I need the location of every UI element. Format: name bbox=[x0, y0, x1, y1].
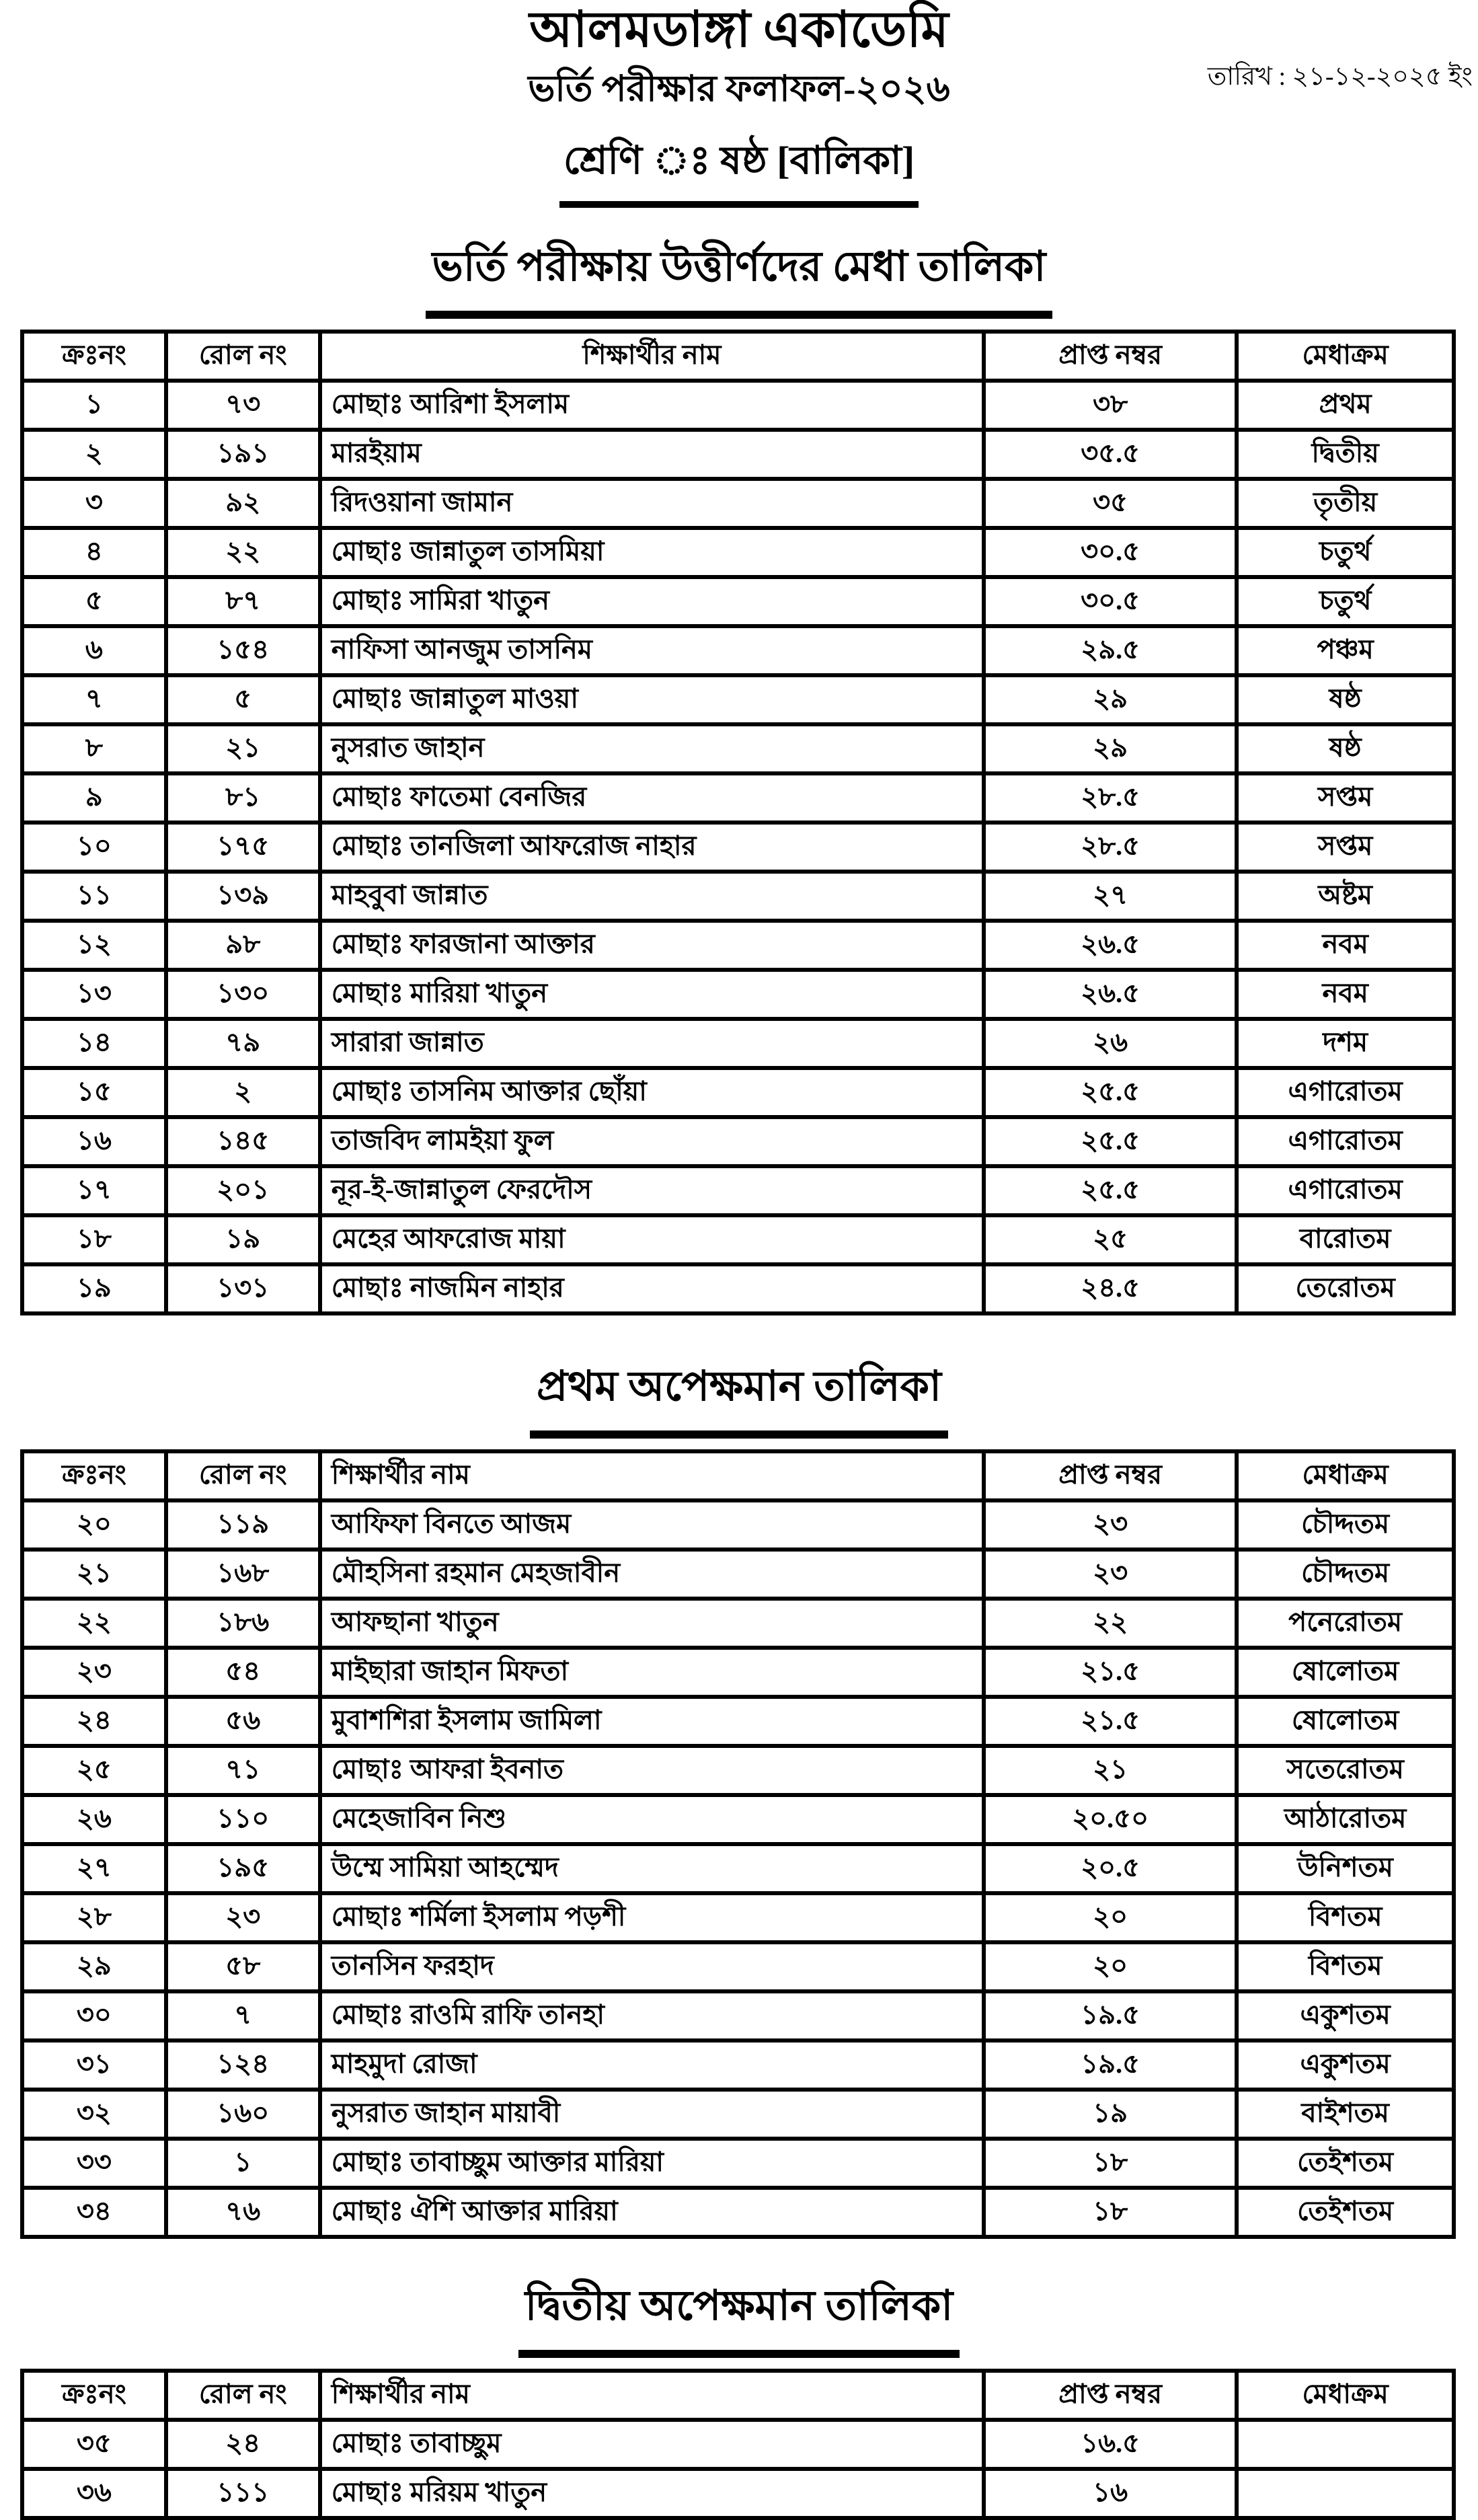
serial-cell: ৯ bbox=[22, 773, 166, 823]
roll-cell: ২৩ bbox=[166, 1893, 320, 1942]
serial-cell: ৩৪ bbox=[22, 2188, 166, 2237]
roll-cell: ২৪ bbox=[166, 2420, 320, 2469]
page-header bbox=[0, 0, 1478, 208]
table-row bbox=[22, 528, 1454, 577]
section-title-merit-list: ভর্তি পরীক্ষায় উত্তীর্ণদের মেধা তালিকা bbox=[0, 235, 1478, 319]
merit-cell: এগারোতম bbox=[1237, 1166, 1454, 1215]
table-row bbox=[22, 970, 1454, 1019]
marks-cell: ২৩ bbox=[984, 1500, 1237, 1550]
roll-cell: ১৪৫ bbox=[166, 1117, 320, 1166]
marks-cell: ১৬ bbox=[984, 2469, 1237, 2518]
table-row bbox=[22, 1893, 1454, 1942]
serial-cell: ২৮ bbox=[22, 1893, 166, 1942]
merit-cell: তেরোতম bbox=[1237, 1264, 1454, 1313]
student-name-cell: মোছাঃ শর্মিলা ইসলাম পড়শী bbox=[320, 1893, 984, 1942]
table-row bbox=[22, 872, 1454, 921]
roll-cell: ১৯৫ bbox=[166, 1844, 320, 1893]
table-row bbox=[22, 675, 1454, 724]
marks-cell: ৩০.৫ bbox=[984, 577, 1237, 626]
merit-cell: সপ্তম bbox=[1237, 773, 1454, 823]
roll-cell: ১২৪ bbox=[166, 2040, 320, 2090]
serial-cell: ১৭ bbox=[22, 1166, 166, 1215]
serial-cell: ৩ bbox=[22, 479, 166, 528]
table-row bbox=[22, 1264, 1454, 1313]
serial-cell: ৩৬ bbox=[22, 2469, 166, 2518]
table-row bbox=[22, 1019, 1454, 1068]
table-row bbox=[22, 921, 1454, 970]
table-header-row bbox=[22, 2371, 1454, 2420]
merit-cell: এগারোতম bbox=[1237, 1117, 1454, 1166]
class-line bbox=[0, 130, 1478, 208]
roll-cell: ১৮৬ bbox=[166, 1599, 320, 1648]
merit-cell: নবম bbox=[1237, 921, 1454, 970]
roll-cell: ১১০ bbox=[166, 1795, 320, 1844]
table-header-row bbox=[22, 1451, 1454, 1500]
student-name-cell: মেহেজাবিন নিশু bbox=[320, 1795, 984, 1844]
serial-cell: ১২ bbox=[22, 921, 166, 970]
roll-cell: ৭ bbox=[166, 1991, 320, 2040]
table-row bbox=[22, 2090, 1454, 2139]
roll-cell: ১১৯ bbox=[166, 1500, 320, 1550]
marks-cell: ২৩ bbox=[984, 1550, 1237, 1599]
student-name-cell: তাজবিদ লামইয়া ফুল bbox=[320, 1117, 984, 1166]
marks-cell: ২০ bbox=[984, 1893, 1237, 1942]
roll-cell: ১৩০ bbox=[166, 970, 320, 1019]
column-header-name: শিক্ষার্থীর নাম bbox=[320, 2371, 984, 2420]
roll-cell: ৮১ bbox=[166, 773, 320, 823]
merit-cell: তৃতীয় bbox=[1237, 479, 1454, 528]
roll-cell: ১৬৮ bbox=[166, 1550, 320, 1599]
student-name-cell: নুসরাত জাহান bbox=[320, 724, 984, 773]
section-title-first-waiting-list: প্রথম অপেক্ষমান তালিকা bbox=[0, 1354, 1478, 1439]
table-row bbox=[22, 577, 1454, 626]
serial-cell: ১৯ bbox=[22, 1264, 166, 1313]
merit-cell bbox=[1237, 2420, 1454, 2469]
student-name-cell: মাহমুদা রোজা bbox=[320, 2040, 984, 2090]
merit-cell: বারোতম bbox=[1237, 1215, 1454, 1264]
marks-cell: ২৮.৫ bbox=[984, 773, 1237, 823]
marks-cell: ২০.৫০ bbox=[984, 1795, 1237, 1844]
school-title: আলমডাঙ্গা একাডেমি bbox=[529, 3, 949, 58]
marks-cell: ২৫.৫ bbox=[984, 1166, 1237, 1215]
marks-cell: ২৯.৫ bbox=[984, 626, 1237, 675]
merit-cell: ষষ্ঠ bbox=[1237, 675, 1454, 724]
merit-cell bbox=[1237, 2469, 1454, 2518]
student-name-cell: মোছাঃ জান্নাতুল মাওয়া bbox=[320, 675, 984, 724]
column-header-merit: মেধাক্রম bbox=[1237, 1451, 1454, 1500]
table-row bbox=[22, 1844, 1454, 1893]
student-name-cell: মোছাঃ ফারজানা আক্তার bbox=[320, 921, 984, 970]
column-header-name: শিক্ষার্থীর নাম bbox=[320, 332, 984, 381]
marks-cell: ২৬ bbox=[984, 1019, 1237, 1068]
table-row bbox=[22, 1550, 1454, 1599]
merit-cell: দশম bbox=[1237, 1019, 1454, 1068]
roll-cell: ১৫৪ bbox=[166, 626, 320, 675]
student-name-cell: আফছানা খাতুন bbox=[320, 1599, 984, 1648]
merit-cell: একুশতম bbox=[1237, 2040, 1454, 2090]
student-name-cell: মোছাঃ ফাতেমা বেনজির bbox=[320, 773, 984, 823]
serial-cell: ২৫ bbox=[22, 1746, 166, 1795]
roll-cell: ১৯১ bbox=[166, 430, 320, 479]
serial-cell: ১৫ bbox=[22, 1068, 166, 1117]
roll-cell: ৫৬ bbox=[166, 1697, 320, 1746]
marks-cell: ২১ bbox=[984, 1746, 1237, 1795]
marks-cell: ২৪.৫ bbox=[984, 1264, 1237, 1313]
student-name-cell: মারইয়াম bbox=[320, 430, 984, 479]
merit-cell: এগারোতম bbox=[1237, 1068, 1454, 1117]
roll-cell: ১৯ bbox=[166, 1215, 320, 1264]
merit-cell: ষোলোতম bbox=[1237, 1648, 1454, 1697]
merit-cell: চতুর্থ bbox=[1237, 528, 1454, 577]
table-row bbox=[22, 1991, 1454, 2040]
student-name-cell: মুবাশশিরা ইসলাম জামিলা bbox=[320, 1697, 984, 1746]
column-header-roll: রোল নং bbox=[166, 1451, 320, 1500]
marks-cell: ২৯ bbox=[984, 724, 1237, 773]
roll-cell: ৭৬ bbox=[166, 2188, 320, 2237]
marks-cell: ১৯.৫ bbox=[984, 2040, 1237, 2090]
merit-cell: ষোলোতম bbox=[1237, 1697, 1454, 1746]
merit-cell: বিশতম bbox=[1237, 1893, 1454, 1942]
merit-cell: বিশতম bbox=[1237, 1942, 1454, 1991]
roll-cell: ২ bbox=[166, 1068, 320, 1117]
marks-cell: ২০ bbox=[984, 1942, 1237, 1991]
roll-cell: ৯৮ bbox=[166, 921, 320, 970]
merit-cell: ষষ্ঠ bbox=[1237, 724, 1454, 773]
table-row bbox=[22, 430, 1454, 479]
roll-cell: ১৩১ bbox=[166, 1264, 320, 1313]
marks-cell: ৩৮ bbox=[984, 381, 1237, 430]
serial-cell: ১৮ bbox=[22, 1215, 166, 1264]
student-name-cell: মোছাঃ তাসনিম আক্তার ছোঁয়া bbox=[320, 1068, 984, 1117]
table-row bbox=[22, 1697, 1454, 1746]
column-header-roll: রোল নং bbox=[166, 2371, 320, 2420]
table-row bbox=[22, 2139, 1454, 2188]
student-name-cell: সারারা জান্নাত bbox=[320, 1019, 984, 1068]
serial-cell: ৩১ bbox=[22, 2040, 166, 2090]
merit-cell: চৌদ্দতম bbox=[1237, 1500, 1454, 1550]
student-name-cell: মোছাঃ আরিশা ইসলাম bbox=[320, 381, 984, 430]
marks-cell: ৩৫.৫ bbox=[984, 430, 1237, 479]
roll-cell: ২২ bbox=[166, 528, 320, 577]
student-name-cell: নুসরাত জাহান মায়াবী bbox=[320, 2090, 984, 2139]
marks-cell: ৩০.৫ bbox=[984, 528, 1237, 577]
merit-cell: সপ্তম bbox=[1237, 823, 1454, 872]
student-name-cell: রিদওয়ানা জামান bbox=[320, 479, 984, 528]
student-name-cell: মেহের আফরোজ মায়া bbox=[320, 1215, 984, 1264]
roll-cell: ৮৭ bbox=[166, 577, 320, 626]
student-name-cell: উম্মে সামিয়া আহম্মেদ bbox=[320, 1844, 984, 1893]
roll-cell: ২০১ bbox=[166, 1166, 320, 1215]
student-name-cell: মোছাঃ সামিরা খাতুন bbox=[320, 577, 984, 626]
student-name-cell: মোছাঃ জান্নাতুল তাসমিয়া bbox=[320, 528, 984, 577]
class-label: শ্রেণি ঃ ষষ্ঠ [বালিকা] bbox=[559, 130, 919, 208]
serial-cell: ২৪ bbox=[22, 1697, 166, 1746]
table-row bbox=[22, 1942, 1454, 1991]
table-row bbox=[22, 2040, 1454, 2090]
roll-cell: ২১ bbox=[166, 724, 320, 773]
serial-cell: ১৩ bbox=[22, 970, 166, 1019]
serial-cell: ২৭ bbox=[22, 1844, 166, 1893]
marks-cell: ৩৫ bbox=[984, 479, 1237, 528]
serial-cell: ৩৩ bbox=[22, 2139, 166, 2188]
table-row bbox=[22, 1215, 1454, 1264]
merit-cell: আঠারোতম bbox=[1237, 1795, 1454, 1844]
merit-cell: তেইশতম bbox=[1237, 2188, 1454, 2237]
serial-cell: ২১ bbox=[22, 1550, 166, 1599]
serial-cell: ১ bbox=[22, 381, 166, 430]
student-name-cell: মোছাঃ তানজিলা আফরোজ নাহার bbox=[320, 823, 984, 872]
student-name-cell: মৌহসিনা রহমান মেহজাবীন bbox=[320, 1550, 984, 1599]
column-header-merit: মেধাক্রম bbox=[1237, 332, 1454, 381]
marks-cell: ২৭ bbox=[984, 872, 1237, 921]
student-name-cell: মোছাঃ তাবাচ্ছুম আক্তার মারিয়া bbox=[320, 2139, 984, 2188]
marks-cell: ২৬.৫ bbox=[984, 970, 1237, 1019]
serial-cell: ২০ bbox=[22, 1500, 166, 1550]
marks-cell: ১৮ bbox=[984, 2188, 1237, 2237]
student-name-cell: আফিফা বিনতে আজম bbox=[320, 1500, 984, 1550]
column-header-serial: ক্রঃনং bbox=[22, 2371, 166, 2420]
table-row bbox=[22, 1746, 1454, 1795]
serial-cell: ৭ bbox=[22, 675, 166, 724]
table-row bbox=[22, 1648, 1454, 1697]
serial-cell: ৩০ bbox=[22, 1991, 166, 2040]
column-header-marks: প্রাপ্ত নম্বর bbox=[984, 2371, 1237, 2420]
student-name-cell: তানসিন ফরহাদ bbox=[320, 1942, 984, 1991]
student-name-cell: মোছাঃ ঐশি আক্তার মারিয়া bbox=[320, 2188, 984, 2237]
marks-cell: ১৮ bbox=[984, 2139, 1237, 2188]
serial-cell: ৩২ bbox=[22, 2090, 166, 2139]
serial-cell: ২৬ bbox=[22, 1795, 166, 1844]
merit-cell: অষ্টম bbox=[1237, 872, 1454, 921]
second-waiting-list-table bbox=[20, 2369, 1456, 2520]
table-row bbox=[22, 2188, 1454, 2237]
roll-cell: ১১১ bbox=[166, 2469, 320, 2518]
roll-cell: ১৩৯ bbox=[166, 872, 320, 921]
serial-cell: ২৩ bbox=[22, 1648, 166, 1697]
marks-cell: ২২ bbox=[984, 1599, 1237, 1648]
merit-cell: পঞ্চম bbox=[1237, 626, 1454, 675]
marks-cell: ১৯.৫ bbox=[984, 1991, 1237, 2040]
merit-cell: একুশতম bbox=[1237, 1991, 1454, 2040]
merit-cell: বাইশতম bbox=[1237, 2090, 1454, 2139]
serial-cell: ২২ bbox=[22, 1599, 166, 1648]
table-row bbox=[22, 479, 1454, 528]
student-name-cell: মাইছারা জাহান মিফতা bbox=[320, 1648, 984, 1697]
merit-cell: তেইশতম bbox=[1237, 2139, 1454, 2188]
merit-cell: দ্বিতীয় bbox=[1237, 430, 1454, 479]
roll-cell: ১৬০ bbox=[166, 2090, 320, 2139]
student-name-cell: নূর-ই-জান্নাতুল ফেরদৌস bbox=[320, 1166, 984, 1215]
student-name-cell: মোছাঃ নাজমিন নাহার bbox=[320, 1264, 984, 1313]
student-name-cell: মোছাঃ মারিয়া খাতুন bbox=[320, 970, 984, 1019]
marks-cell: ২৯ bbox=[984, 675, 1237, 724]
table-row bbox=[22, 773, 1454, 823]
roll-cell: ৭১ bbox=[166, 1746, 320, 1795]
serial-cell: ১৬ bbox=[22, 1117, 166, 1166]
marks-cell: ২৫.৫ bbox=[984, 1117, 1237, 1166]
table-row bbox=[22, 1500, 1454, 1550]
roll-cell: ৭৯ bbox=[166, 1019, 320, 1068]
marks-cell: ২০.৫ bbox=[984, 1844, 1237, 1893]
roll-cell: ৯২ bbox=[166, 479, 320, 528]
result-subtitle: ভর্তি পরীক্ষার ফলাফল-২০২৬ bbox=[528, 68, 950, 109]
serial-cell: ৬ bbox=[22, 626, 166, 675]
table-header-row bbox=[22, 332, 1454, 381]
table-row bbox=[22, 724, 1454, 773]
marks-cell: ২৫ bbox=[984, 1215, 1237, 1264]
date-line: তারিখ : ২১-১২-২০২৫ ইং bbox=[1207, 63, 1473, 91]
column-header-serial: ক্রঃনং bbox=[22, 332, 166, 381]
merit-list-table bbox=[20, 330, 1456, 1315]
column-header-serial: ক্রঃনং bbox=[22, 1451, 166, 1500]
student-name-cell: মোছাঃ মরিয়ম খাতুন bbox=[320, 2469, 984, 2518]
table-row bbox=[22, 381, 1454, 430]
student-name-cell: মোছাঃ আফরা ইবনাত bbox=[320, 1746, 984, 1795]
student-name-cell: মোছাঃ রাওমি রাফি তানহা bbox=[320, 1991, 984, 2040]
marks-cell: ২৮.৫ bbox=[984, 823, 1237, 872]
first-waiting-list-table bbox=[20, 1449, 1456, 2239]
marks-cell: ১৯ bbox=[984, 2090, 1237, 2139]
serial-cell: ৩৫ bbox=[22, 2420, 166, 2469]
serial-cell: ১৪ bbox=[22, 1019, 166, 1068]
merit-cell: উনিশতম bbox=[1237, 1844, 1454, 1893]
serial-cell: ২৯ bbox=[22, 1942, 166, 1991]
marks-cell: ১৬.৫ bbox=[984, 2420, 1237, 2469]
merit-cell: পনেরোতম bbox=[1237, 1599, 1454, 1648]
student-name-cell: নাফিসা আনজুম তাসনিম bbox=[320, 626, 984, 675]
serial-cell: ৪ bbox=[22, 528, 166, 577]
column-header-marks: প্রাপ্ত নম্বর bbox=[984, 1451, 1237, 1500]
table-row bbox=[22, 2469, 1454, 2518]
serial-cell: ৫ bbox=[22, 577, 166, 626]
roll-cell: ৭৩ bbox=[166, 381, 320, 430]
column-header-name: শিক্ষার্থীর নাম bbox=[320, 1451, 984, 1500]
merit-cell: নবম bbox=[1237, 970, 1454, 1019]
student-name-cell: মোছাঃ তাবাচ্ছুম bbox=[320, 2420, 984, 2469]
roll-cell: ৫৮ bbox=[166, 1942, 320, 1991]
student-name-cell: মাহবুবা জান্নাত bbox=[320, 872, 984, 921]
table-row bbox=[22, 1166, 1454, 1215]
merit-cell: সতেরোতম bbox=[1237, 1746, 1454, 1795]
column-header-roll: রোল নং bbox=[166, 332, 320, 381]
section-title-second-waiting-list: দ্বিতীয় অপেক্ষমান তালিকা bbox=[0, 2274, 1478, 2358]
serial-cell: ৮ bbox=[22, 724, 166, 773]
merit-cell: চতুর্থ bbox=[1237, 577, 1454, 626]
marks-cell: ২৫.৫ bbox=[984, 1068, 1237, 1117]
table-row bbox=[22, 823, 1454, 872]
table-row bbox=[22, 1795, 1454, 1844]
column-header-merit: মেধাক্রম bbox=[1237, 2371, 1454, 2420]
roll-cell: ১ bbox=[166, 2139, 320, 2188]
serial-cell: ২ bbox=[22, 430, 166, 479]
merit-cell: চৌদ্দতম bbox=[1237, 1550, 1454, 1599]
merit-cell: প্রথম bbox=[1237, 381, 1454, 430]
marks-cell: ২১.৫ bbox=[984, 1697, 1237, 1746]
serial-cell: ১০ bbox=[22, 823, 166, 872]
marks-cell: ২৬.৫ bbox=[984, 921, 1237, 970]
table-row bbox=[22, 626, 1454, 675]
table-row bbox=[22, 1117, 1454, 1166]
roll-cell: ৫৪ bbox=[166, 1648, 320, 1697]
roll-cell: ৫ bbox=[166, 675, 320, 724]
table-row bbox=[22, 1068, 1454, 1117]
table-row bbox=[22, 1599, 1454, 1648]
table-row bbox=[22, 2420, 1454, 2469]
roll-cell: ১৭৫ bbox=[166, 823, 320, 872]
serial-cell: ১১ bbox=[22, 872, 166, 921]
column-header-marks: প্রাপ্ত নম্বর bbox=[984, 332, 1237, 381]
marks-cell: ২১.৫ bbox=[984, 1648, 1237, 1697]
